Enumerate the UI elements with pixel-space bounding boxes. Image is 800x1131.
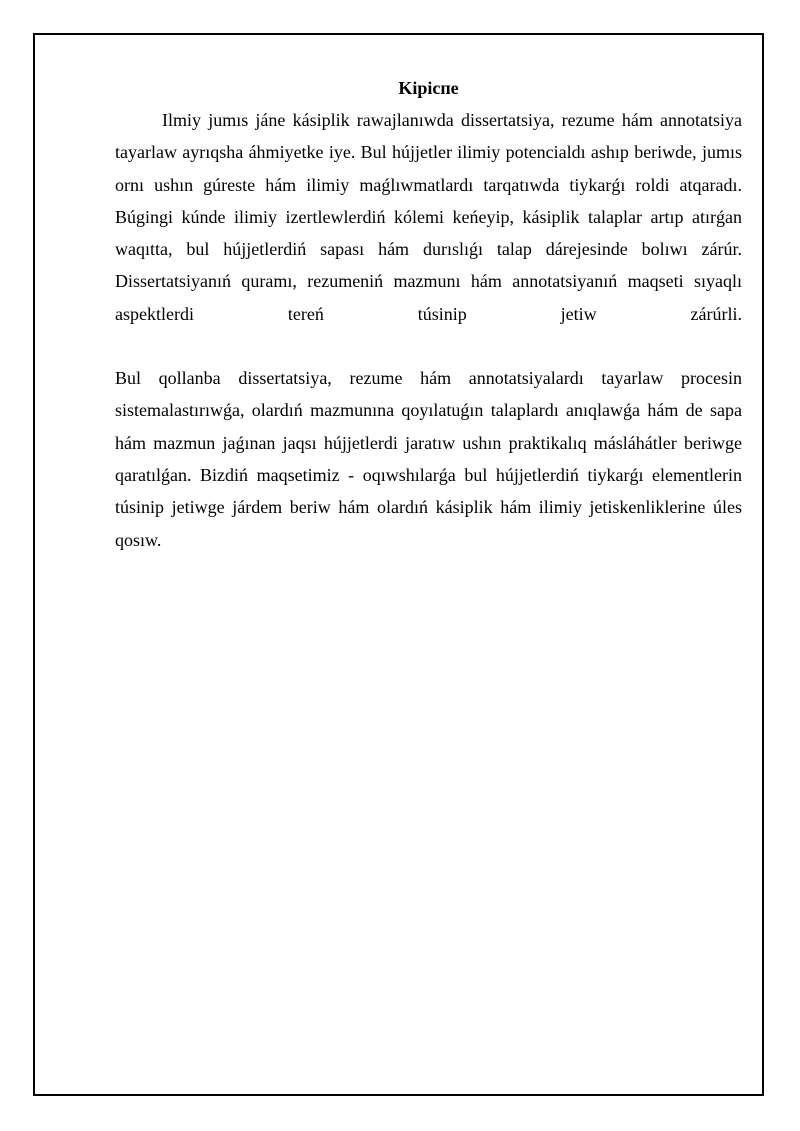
paragraph-spacer (115, 330, 742, 362)
document-title: Kipicпe (398, 78, 459, 98)
paragraph-intro: Ilmiy jumıs jáne kásiplik rawajlanıwda dissertatsiya, rezume hám annotatsiya tayarlaw ayrıqsha áhmiyetke iye. Bul hújjetler ilimiy potencialdı ashıp beriwde, jumıs ornı ushın gúreste hám ilimiy maǵlıwmatlardı tarqatıwda tiykarǵı roldi atqaradı. Búgingi kúnde ilimiy izertlewlerdiń kólemi keńeyip, kásiplik talaplar artıp atırǵan waqıtta, bul hújjetlerdiń sapası hám durıslıǵı talap dárejesinde bolıwı zárúr. Dissertatsiyanıń quramı, rezumeniń mazmunı hám annotatsiyanıń maqseti sıyaqlı aspektlerdi tereń túsinip jetiw zárúrli. (115, 110, 742, 324)
document-body (115, 72, 742, 556)
paragraph-purpose: Bul qollanba dissertatsiya, rezume hám annotatsiyalardı tayarlaw procesin sistemalastırıwǵa, olardıń mazmunına qoyılatuǵın talaplardı anıqlawǵa hám de sapa hám mazmun jaǵınan jaqsı hújjetlerdi jaratıw ushın praktikalıq másláhátler beriwge qaratılǵan. Bizdiń maqsetimiz - oqıwshılarǵa bul hújjetlerdiń tiykarǵı elementlerin túsinip jetiwge járdem beriw hám olardıń kásiplik hám ilimiy jetiskenliklerine úles qosıw. (115, 368, 742, 550)
